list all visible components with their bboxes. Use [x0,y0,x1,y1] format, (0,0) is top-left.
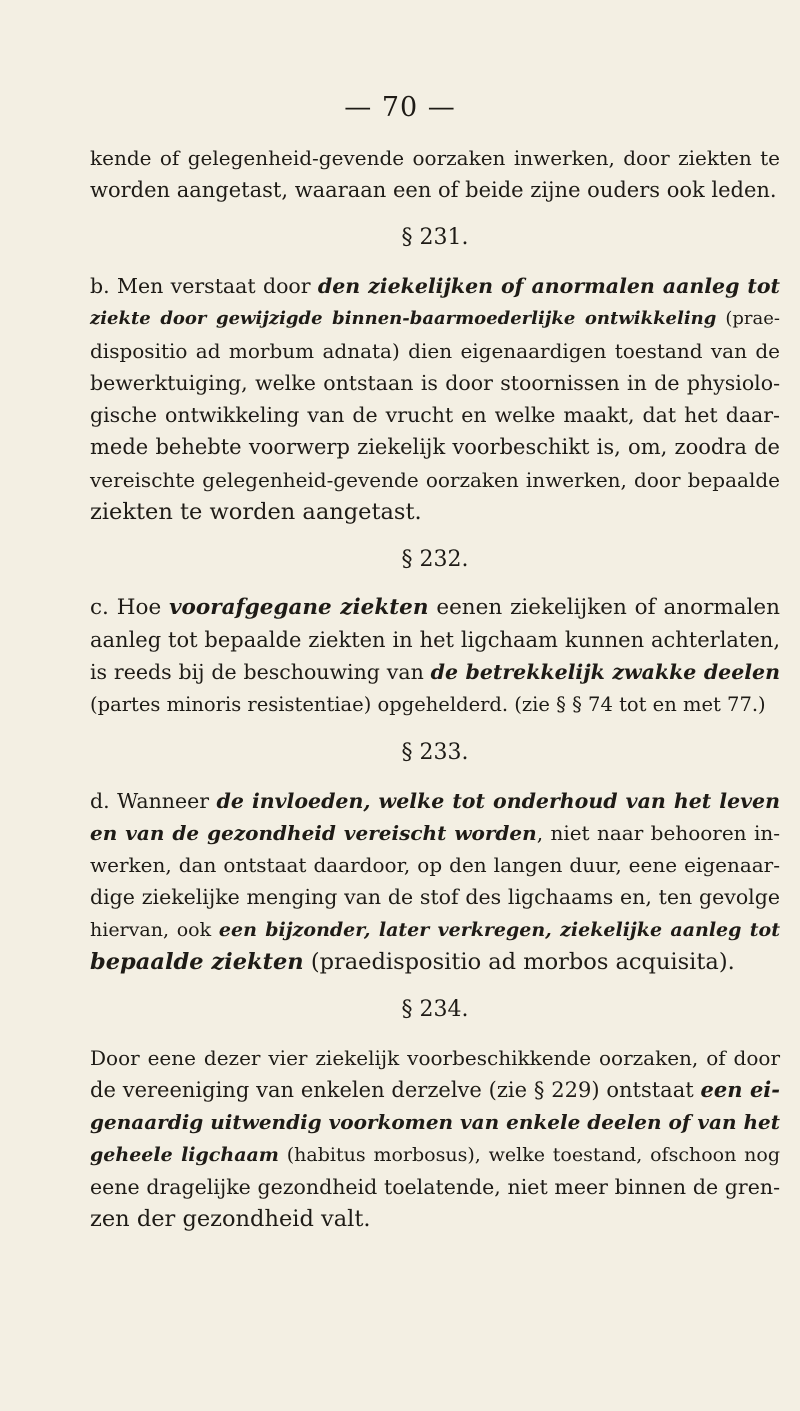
paragraph-d [90,785,780,978]
text-run: eenen ziekelijken of anormalen [428,595,780,621]
text-line: gische ontwikkeling van de vrucht en welke maakt, dat het daar- [90,403,780,428]
text-line: kende of gelegenheid-gevende oorzaken inwerken, door ziekten te [90,146,780,170]
text-line [90,1139,780,1171]
text-run: (habitus morbosus), welke toestand, ofschoon nog [278,1143,780,1166]
emphasis: voorafgegane ziekten [169,595,429,621]
text-line: mede behebte voorwerp ziekelijk voorbeschikt is, om, zoodra de [90,435,780,460]
text-line: worden aangetast, waaraan een of beide zijne ouders ook leden. [90,178,777,203]
text-line [90,303,780,335]
emphasis: ziekte door gewijzigde binnen-baarmoederlijke ontwikkeling [90,307,717,329]
emphasis: genaardig uitwendig voorkomen van enkele deelen of van het [90,1110,781,1135]
page-number: — 70 — [344,92,456,123]
text-line: bewerktuiging, welke ontstaan is door stoornissen in de physiolo- [90,371,780,396]
emphasis: en van de gezondheid vereischt worden [90,821,537,846]
text-run: c. Hoe [90,595,170,621]
text-line: aanleg tot bepaalde ziekten in het ligchaam kunnen achterlaten, [90,628,780,653]
paragraph-e [90,1042,780,1235]
text-run: is reeds bij de beschouwing van [90,660,431,685]
text-run: (praedispositio ad morbos acquisita). [303,948,735,975]
text-line [90,785,780,817]
text-run: (prae- [716,307,780,329]
text-line: dige ziekelijke menging van de stof des ligchaams en, ten gevolge [90,885,780,910]
text-run: de vereeniging van enkelen derzelve (zie § 229) ontstaat [90,1078,701,1103]
text-run: d. Wanneer [90,788,217,813]
text-run: hiervan, ook [90,918,219,941]
text-line: Door eene dezer vier ziekelijk voorbeschikkende oorzaken, of door [90,1046,780,1071]
emphasis: de betrekkelijk zwakke deelen [430,660,780,685]
emphasis: bepaalde ziekten [90,948,304,975]
text-line [90,592,780,624]
text-line: dispositio ad morbum adnata) dien eigenaardigen toestand van de [90,338,780,363]
text-run: b. Men verstaat door [90,274,318,299]
paragraph-b [90,270,780,528]
text-line [90,1106,780,1138]
text-line: vereischte gelegenheid-gevende oorzaken inwerken, door bepaalde [90,467,780,492]
emphasis: een bijzonder, later verkregen, ziekelijke aanleg tot [218,918,780,941]
section-heading-234: § 234. [401,997,469,1023]
text-line: werken, dan ontstaat daardoor, op den langen duur, eene eigenaar- [90,853,780,878]
text-line: zen der gezondheid valt. [90,1206,371,1233]
section-heading-232: § 232. [401,547,469,573]
text-line [90,1074,780,1106]
text-run: , niet naar behooren in- [536,821,781,846]
emphasis: de invloeden, welke tot onderhoud van het leven [216,788,780,813]
text-line: ziekten te worden aangetast. [90,498,422,525]
section-heading-231: § 231. [401,225,469,251]
emphasis: een ei- [700,1077,780,1103]
text-line [90,914,780,946]
text-line [90,817,780,849]
text-line [90,946,780,978]
text-line: (partes minoris resistentiae) opgehelderd. (zie § § 74 tot en met 77.) [90,692,766,716]
text-line [90,270,780,302]
text-line: eene dragelijke gezondheid toelatende, niet meer binnen de gren- [90,1174,780,1199]
emphasis: geheele ligchaam [90,1143,279,1166]
section-heading-233: § 233. [401,739,469,765]
body-text [90,142,780,1235]
text-line [90,656,780,688]
emphasis: den ziekelijken of anormalen aanleg tot [317,274,781,299]
paragraph-c [90,592,780,721]
